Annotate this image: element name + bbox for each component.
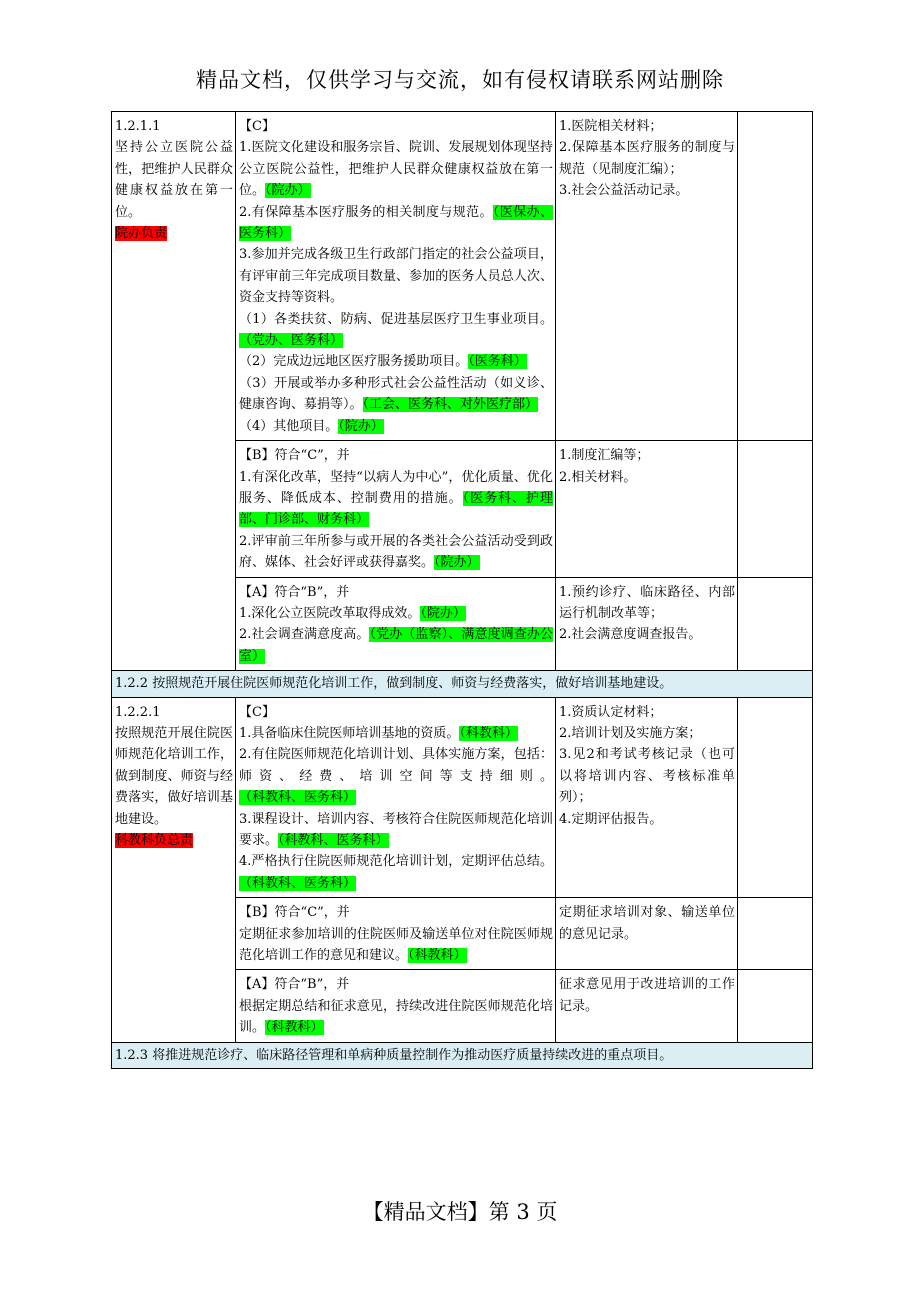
criterion-line bbox=[239, 309, 553, 352]
item-cell bbox=[112, 112, 236, 671]
criterion-text: 1.有深化改革，坚持“以病人为中心”，优化质量、优化服务、降低成本、控制费用的措施。 bbox=[239, 469, 553, 506]
criterion-text: 【C】 bbox=[239, 119, 275, 134]
evidence-cell bbox=[556, 898, 738, 970]
criterion-line bbox=[239, 702, 553, 723]
department-tag: （党办、医务科） bbox=[239, 333, 344, 349]
criterion-text: 【C】 bbox=[239, 704, 275, 720]
evidence-line: 1.预约诊疗、临床路径、内部运行机制改革等； bbox=[559, 584, 735, 621]
criterion-line bbox=[239, 202, 553, 245]
evidence-line: 1.资质认定材料； bbox=[559, 704, 663, 720]
item-cell bbox=[112, 697, 236, 1042]
department-tag: （医务科、护理部、门诊部、财务科） bbox=[239, 490, 553, 528]
criterion-row-c bbox=[112, 112, 813, 441]
evidence-line: 3.社会公益活动记录。 bbox=[559, 183, 689, 199]
criteria-cell bbox=[236, 697, 556, 898]
criterion-line bbox=[239, 744, 553, 808]
criterion-text: 3.课程设计、培训内容、考核符合住院医师规范化培训要求。 bbox=[239, 811, 553, 848]
criterion-text: 3.参加并完成各级卫生行政部门指定的社会公益项目，有评审前三年完成项目数量、参加的医务人员总人次、资金支持等资料。 bbox=[239, 247, 553, 306]
criterion-text: （4）其他项目。 bbox=[239, 418, 339, 434]
department-tag: （医保办、医务科） bbox=[239, 204, 553, 242]
criterion-line bbox=[239, 467, 553, 531]
criterion-text: 1.医院文化建设和服务宗旨、院训、发展规划体现坚持公立医院公益性，把维护人民群众健康权益放在第一位。 bbox=[239, 140, 553, 199]
department-tag: （科教科） bbox=[408, 948, 467, 964]
criteria-cell bbox=[236, 441, 556, 577]
criterion-line bbox=[239, 809, 553, 852]
evidence-line: 2.培训计划及实施方案； bbox=[559, 725, 702, 741]
criterion-line bbox=[239, 851, 553, 894]
page-footer: 【精品文档】第 3 页 bbox=[362, 1200, 558, 1224]
criteria-cell bbox=[236, 898, 556, 970]
blank-cell bbox=[738, 898, 813, 970]
blank-cell bbox=[738, 112, 813, 441]
department-tag: （科教科） bbox=[459, 725, 518, 741]
criterion-line bbox=[239, 351, 553, 372]
criterion-line bbox=[239, 116, 553, 137]
criterion-line bbox=[239, 373, 553, 416]
criterion-text: 定期征求参加培训的住院医师及输送单位对住院医师规范化培训工作的意见和建议。 bbox=[239, 926, 553, 964]
department-tag: （科教科、医务科） bbox=[239, 790, 357, 806]
owner-tag: 院办负责 bbox=[115, 226, 168, 242]
criterion-line bbox=[239, 244, 553, 308]
criterion-text: 4.严格执行住院医师规范化培训计划，定期评估总结。 bbox=[239, 854, 553, 870]
department-tag: （院办） bbox=[420, 605, 466, 621]
criterion-line bbox=[239, 603, 553, 624]
section-band-row bbox=[112, 671, 813, 697]
evidence-line: 2.社会满意度调查报告。 bbox=[559, 627, 702, 643]
department-tag: （院办） bbox=[434, 555, 480, 571]
evidence-cell bbox=[556, 970, 738, 1042]
criteria-cell bbox=[236, 577, 556, 671]
evidence-line: 4.定期评估报告。 bbox=[559, 811, 663, 827]
criterion-row-c bbox=[112, 697, 813, 898]
item-code: 1.2.2.1 bbox=[115, 704, 161, 720]
item-title: 坚持公立医院公益性，把维护人民群众健康权益放在第一位。 bbox=[115, 140, 233, 220]
department-tag: （科教科、医务科） bbox=[278, 833, 389, 848]
department-tag: （科教科、医务科） bbox=[239, 875, 357, 891]
criterion-line bbox=[239, 137, 553, 201]
evidence-line: 2.保障基本医疗服务的制度与规范（见制度汇编）； bbox=[559, 140, 735, 177]
criterion-line bbox=[239, 924, 553, 967]
criterion-text: 1.深化公立医院改革取得成效。 bbox=[239, 605, 421, 621]
evidence-line: 征求意见用于改进培训的工作记录。 bbox=[559, 977, 735, 1014]
blank-cell bbox=[738, 970, 813, 1042]
criterion-line bbox=[239, 974, 553, 995]
evidence-line: 1.医院相关材料； bbox=[559, 119, 663, 134]
criterion-text: （3）开展或举办多种形式社会公益性活动（如义诊、健康咨询、募捐等）。 bbox=[239, 375, 553, 413]
criterion-text: 2.有保障基本医疗服务的相关制度与规范。 bbox=[239, 204, 493, 220]
evidence-cell bbox=[556, 697, 738, 898]
criteria-cell bbox=[236, 970, 556, 1042]
criterion-line bbox=[239, 723, 553, 744]
criterion-line bbox=[239, 531, 553, 574]
department-tag: （工会、医务科、对外医疗部） bbox=[362, 397, 539, 413]
item-code: 1.2.1.1 bbox=[115, 119, 161, 134]
criterion-text: 【B】符合“C”，并 bbox=[239, 448, 350, 464]
evidence-line: 1.制度汇编等； bbox=[559, 448, 650, 464]
department-tag: （院办） bbox=[338, 418, 384, 434]
page-header: 精品文档，仅供学习与交流，如有侵权请联系网站删除 bbox=[196, 68, 724, 92]
criteria-cell bbox=[236, 112, 556, 441]
department-tag: （院办） bbox=[265, 183, 311, 199]
criterion-line bbox=[239, 624, 553, 667]
criterion-text: 2.有住院医师规范化培训计划、具体实施方案，包括：师资、经费、培训空间等支持细则。 bbox=[239, 747, 553, 784]
section-band-row bbox=[112, 1042, 813, 1068]
evidence-cell bbox=[556, 112, 738, 441]
criterion-text: （1）各类扶贫、防病、促进基层医疗卫生事业项目。 bbox=[239, 311, 553, 327]
evidence-line: 2.相关材料。 bbox=[559, 469, 637, 485]
criterion-line bbox=[239, 445, 553, 466]
criterion-text: 1.具备临床住院医师培训基地的资质。 bbox=[239, 725, 460, 741]
blank-cell bbox=[738, 577, 813, 671]
criterion-text: 2.社会调查满意度高。 bbox=[239, 627, 370, 643]
department-tag: （医务科） bbox=[468, 354, 527, 370]
criterion-line bbox=[239, 416, 553, 437]
blank-cell bbox=[738, 697, 813, 898]
criterion-line bbox=[239, 902, 553, 923]
criterion-text: 2.评审前三年所参与或开展的各类社会公益活动受到政府、媒体、社会好评或获得嘉奖。 bbox=[239, 533, 553, 571]
evidence-cell bbox=[556, 441, 738, 577]
criterion-line bbox=[239, 996, 553, 1039]
criterion-text: 【A】符合“B”，并 bbox=[239, 584, 350, 600]
item-title: 按照规范开展住院医师规范化培训工作，做到制度、师资与经费落实，做好培训基地建设。 bbox=[115, 725, 233, 827]
criterion-text: 【A】符合“B”，并 bbox=[239, 977, 350, 993]
criterion-text: （2）完成边远地区医疗服务援助项目。 bbox=[239, 354, 469, 370]
department-tag: （党办（监察）、满意度调查办公室） bbox=[239, 627, 553, 664]
section-band-text: 1.2.2 按照规范开展住院医师规范化培训工作，做到制度、师资与经费落实，做好培训基地建设。 bbox=[112, 671, 813, 697]
criterion-text: 【B】符合“C”，并 bbox=[239, 905, 350, 921]
standards-table bbox=[111, 111, 813, 1069]
department-tag: （科教科） bbox=[265, 1020, 324, 1036]
evidence-line: 定期征求培训对象、输送单位的意见记录。 bbox=[559, 905, 735, 942]
criterion-line bbox=[239, 582, 553, 603]
blank-cell bbox=[738, 441, 813, 577]
evidence-line: 3.见2和考试考核记录（也可以将培训内容、考核标准单列）； bbox=[559, 747, 735, 806]
evidence-cell bbox=[556, 577, 738, 671]
owner-tag: 科教科负总责 bbox=[115, 833, 194, 848]
criterion-text: 根据定期总结和征求意见，持续改进住院医师规范化培训。 bbox=[239, 998, 553, 1036]
section-band-text: 1.2.3 将推进规范诊疗、临床路径管理和单病种质量控制作为推动医疗质量持续改进的重点项目。 bbox=[112, 1042, 813, 1068]
